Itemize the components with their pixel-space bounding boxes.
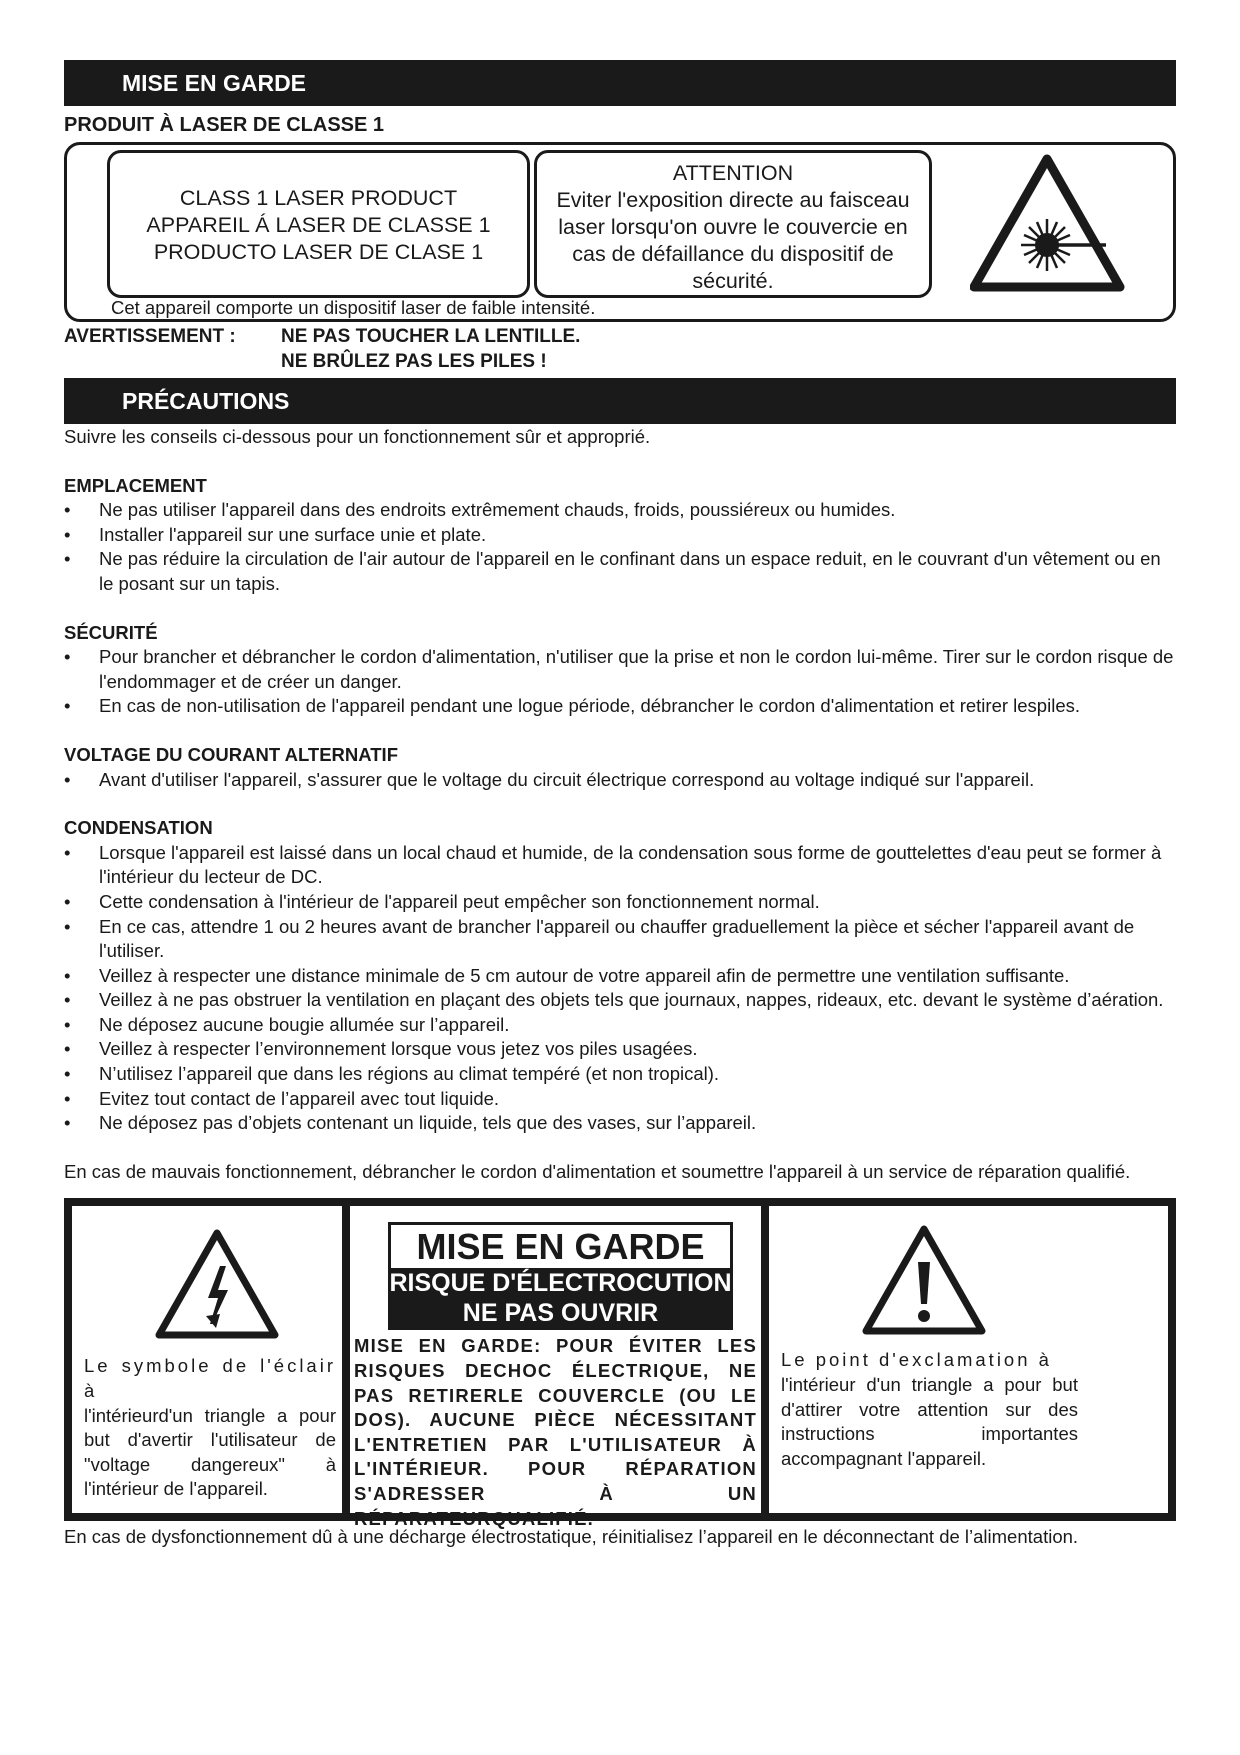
- caution-line: RISQUE D'ÉLECTROCUTION: [389, 1269, 732, 1298]
- attention-title: ATTENTION: [672, 161, 794, 185]
- list-item: • En ce cas, attendre 1 ou 2 heures avant de brancher l'appareil ou chauffer graduellement la pièce et sécher l'appareil avant de l'utiliser.: [64, 915, 1176, 964]
- lightning-description: [84, 1354, 336, 1502]
- list-item: • Lorsque l'appareil est laissé dans un local chaud et humide, de la condensation sous forme de gouttelettes d'eau peut se former à l'intérieur du lecteur de DC.: [64, 841, 1176, 890]
- list-item: • Ne pas utiliser l'appareil dans des endroits extrêmement chauds, froids, poussiéreux ou humides.: [64, 498, 1176, 523]
- attention-line: Eviter l'exposition directe au faisceau: [556, 188, 910, 212]
- list-item: • Cette condensation à l'intérieur de l'appareil peut empêcher son fonctionnement normal.: [64, 890, 1176, 915]
- list-item: • En cas de non-utilisation de l'appareil pendant une logue période, débrancher le cordon d'alimentation et retirer lespiles.: [64, 694, 1176, 719]
- laser-label-line: CLASS 1 LASER PRODUCT: [179, 186, 458, 210]
- lightning-triangle-icon: [154, 1228, 280, 1340]
- caution-text: MISE EN GARDE: POUR ÉVITER LES RISQUES DECHOC ÉLECTRIQUE, NE PAS RETIRERLE COUVERCLE (OU LE DOS). AUCUNE PIÈCE NÉCESSITANT L'ENTRETIEN PAR L'UTILISATEUR À L'INTÉRIEUR. POUR RÉPARATION S'ADRESSER À UN RÉPARATEURQUALIFIÉ.: [354, 1335, 757, 1529]
- exclamation-text-first-line: Le point d'exclamation à: [781, 1349, 1052, 1371]
- avertissement-label: AVERTISSEMENT :: [64, 326, 236, 347]
- exclamation-triangle-icon: [861, 1224, 987, 1336]
- exclamation-description: [781, 1348, 1078, 1471]
- laser-class-box: [107, 150, 530, 298]
- section-list: [64, 768, 1176, 793]
- section-list: [64, 841, 1176, 1136]
- list-item: • Ne déposez aucune bougie allumée sur l’appareil.: [64, 1013, 1176, 1038]
- caution-title: MISE EN GARDE: [391, 1225, 730, 1268]
- section-list: [64, 645, 1176, 719]
- exclamation-cell: [769, 1206, 1168, 1513]
- laser-hazard-icon: [970, 153, 1125, 293]
- lightning-cell: [72, 1206, 342, 1513]
- laser-note: Cet appareil comporte un dispositif laser de faible intensité.: [111, 297, 596, 318]
- list-item: • Ne pas réduire la circulation de l'air autour de l'appareil en le confinant dans un espace reduit, en le couvrant d'un vêtement ou en le posant sur un tapis.: [64, 547, 1176, 596]
- lightning-text-first-line: Le symbole de l'éclair à: [84, 1355, 336, 1402]
- laser-label-frame: [64, 142, 1176, 322]
- shock-warning-panel: [64, 1198, 1176, 1529]
- laser-label-line: PRODUCTO LASER DE CLASE 1: [153, 240, 484, 264]
- closing-paragraph: En cas de mauvais fonctionnement, débrancher le cordon d'alimentation et soumettre l'appareil à un service de réparation qualifié.: [64, 1160, 1131, 1182]
- section-title: SÉCURITÉ: [64, 621, 158, 643]
- caution-cell: [350, 1206, 761, 1529]
- precautions-intro: Suivre les conseils ci-dessous pour un fonctionnement sûr et approprié.: [64, 426, 651, 447]
- attention-box: [534, 150, 932, 298]
- precautions-header: PRÉCAUTIONS: [64, 378, 1176, 424]
- exclamation-text-rest: l'intérieur d'un triangle a pour but d'attirer votre attention sur des instructions importantes accompagnant l'appareil.: [781, 1374, 1078, 1469]
- list-item: • Veillez à ne pas obstruer la ventilation en plaçant des objets tels que journaux, nappes, rideaux, etc. devant le système d’aération.: [64, 988, 1176, 1013]
- final-note: En cas de dysfonctionnement dû à une décharge électrostatique, réinitialisez l’appareil en le déconnectant de l’alimentation.: [64, 1526, 1079, 1548]
- lightning-text-rest: l'intérieurd'un triangle a pour but d'avertir l'utilisateur de "voltage dangereux" à l'intérieur de l'appareil.: [84, 1404, 336, 1500]
- list-item: • Evitez tout contact de l’appareil avec tout liquide.: [64, 1087, 1176, 1112]
- manual-page: [64, 60, 1176, 1550]
- list-item: • Ne déposez pas d’objets contenant un liquide, tels que des vases, sur l’appareil.: [64, 1111, 1176, 1136]
- section-list: [64, 498, 1176, 596]
- section-title: VOLTAGE DU COURANT ALTERNATIF: [64, 743, 398, 765]
- attention-line: laser lorsqu'on ouvre le couvercie en: [558, 215, 908, 239]
- caution-label: [388, 1222, 733, 1330]
- section-title: CONDENSATION: [64, 817, 213, 839]
- avertissement-line: NE BRÛLEZ PAS LES PILES !: [281, 351, 547, 372]
- laser-label-line: APPAREIL Á LASER DE CLASSE 1: [146, 213, 491, 237]
- list-item: • N’utilisez l’appareil que dans les régions au climat tempéré (et non tropical).: [64, 1062, 1176, 1087]
- list-item: • Veillez à respecter une distance minimale de 5 cm autour de votre appareil afin de permettre une ventilation suffisante.: [64, 964, 1176, 989]
- caution-line: NE PAS OUVRIR: [462, 1299, 659, 1328]
- section-title: EMPLACEMENT: [64, 474, 207, 496]
- laser-subtitle: PRODUIT À LASER DE CLASSE 1: [64, 114, 385, 136]
- avertissement-block: [64, 324, 1176, 374]
- list-item: • Avant d'utiliser l'appareil, s'assurer que le voltage du circuit électrique correspond au voltage indiqué sur l'appareil.: [64, 768, 1176, 793]
- attention-line: sécurité.: [692, 269, 774, 293]
- list-item: • Veillez à respecter l’environnement lorsque vous jetez vos piles usagées.: [64, 1037, 1176, 1062]
- warning-header: MISE EN GARDE: [64, 60, 1176, 106]
- attention-line: cas de défaillance du dispositif de: [572, 242, 894, 266]
- avertissement-line: NE PAS TOUCHER LA LENTILLE.: [281, 326, 581, 347]
- list-item: • Pour brancher et débrancher le cordon d'alimentation, n'utiliser que la prise et non le cordon lui-même. Tirer sur le cordon risque de l'endommager et de créer un danger.: [64, 645, 1176, 694]
- list-item: • Installer l'appareil sur une surface unie et plate.: [64, 523, 1176, 548]
